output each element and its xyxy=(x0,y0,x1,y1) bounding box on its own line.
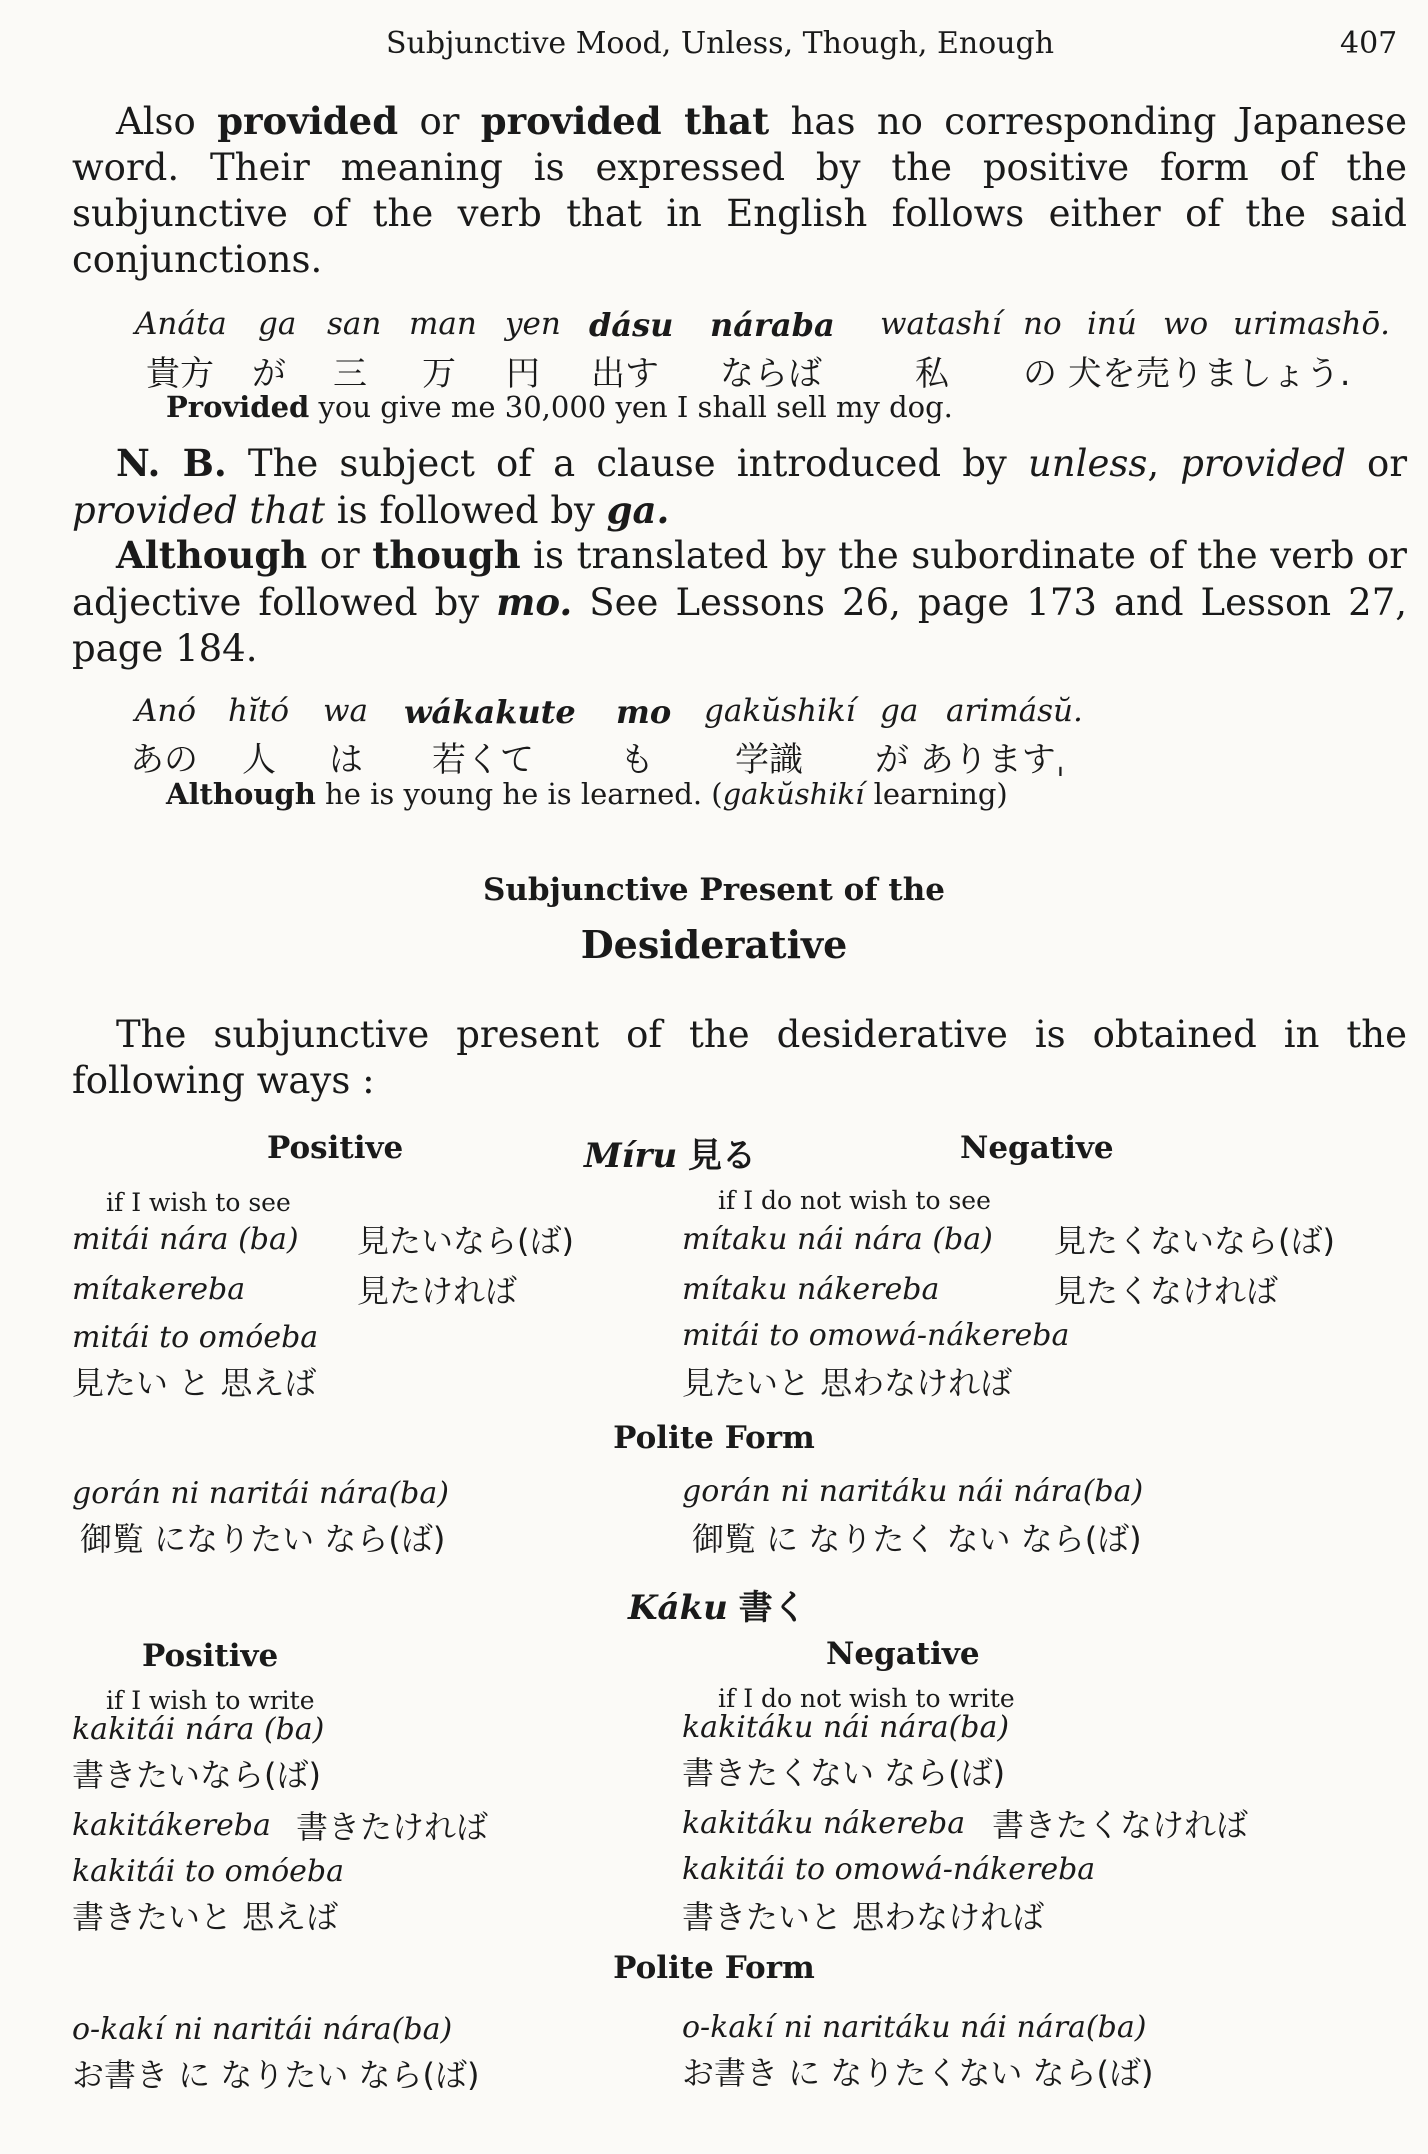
kaku-pos-romaji-3: kakitái to omóeba xyxy=(72,1854,344,1889)
example1-translation: Provided you give me 30,000 yen I shall sell my dog. xyxy=(166,390,953,424)
kaku-polite-neg-romaji: o-kakí ni naritáku nái nára(ba) xyxy=(682,2010,1147,2045)
kaku-pos-romaji-1: kakitái nára (ba) xyxy=(72,1712,325,1747)
kaku-polite-pos-japanese: お書き に なりたい なら(ば) xyxy=(72,2056,480,2094)
page-number: 407 xyxy=(1340,26,1398,61)
miru-positive-heading: Positive xyxy=(267,1130,404,1166)
miru-neg-gloss: if I do not wish to see xyxy=(718,1186,991,1215)
miru-polite-pos-romaji: gorán ni naritái nára(ba) xyxy=(72,1476,449,1511)
miru-neg-romaji-2: mítaku nákereba xyxy=(682,1272,940,1307)
miru-polite-pos-japanese: 御覧 になりたい なら(ば) xyxy=(80,1520,446,1558)
kaku-positive-heading: Positive xyxy=(142,1638,279,1674)
kaku-neg-romaji-1: kakitáku nái nára(ba) xyxy=(682,1710,1010,1745)
kaku-polite-neg-japanese: お書き に なりたくない なら(ば) xyxy=(682,2054,1154,2092)
miru-neg-japanese-1: 見たくないなら(ば) xyxy=(1054,1222,1335,1260)
paragraph-desiderative: The subjunctive present of the desiderative is obtained in the following ways : xyxy=(72,1013,1407,1102)
kaku-neg-japanese-1: 書きたくない なら(ば) xyxy=(682,1754,1006,1792)
miru-negative-heading: Negative xyxy=(960,1130,1114,1166)
example1-romaji: Anáta ga san man yen dásu náraba watashí no inú wo urimashō. xyxy=(135,306,1390,344)
example2-japanese: あの 人 は 若くて も 学識 が ありますˌ xyxy=(130,740,1066,780)
miru-neg-romaji-3: mitái to omowá-nákereba xyxy=(682,1318,1070,1353)
kaku-negative-heading: Negative xyxy=(826,1636,980,1672)
miru-polite-neg-romaji: gorán ni naritáku nái nára(ba) xyxy=(682,1474,1144,1509)
miru-polite-heading: Polite Form xyxy=(613,1420,815,1456)
miru-pos-japanese-2: 見たければ xyxy=(357,1272,518,1310)
miru-neg-japanese-3: 見たいと 思わなければ xyxy=(682,1364,1013,1402)
kaku-pos-gloss: if I wish to write xyxy=(106,1686,315,1715)
kaku-pos-japanese-3: 書きたいと 思えば xyxy=(72,1898,339,1936)
example2-translation: Although he is young he is learned. (gakŭshikí learning) xyxy=(166,777,1008,811)
kaku-polite-pos-romaji: o-kakí ni naritái nára(ba) xyxy=(72,2012,453,2047)
kaku-verb: Káku 書く xyxy=(628,1588,807,1628)
kaku-neg-japanese-2: 書きたくなければ xyxy=(992,1806,1249,1844)
example1-japanese: 貴方 が 三 万 円 出す ならば 私 の 犬を売りましょう. xyxy=(146,354,1351,394)
miru-neg-romaji-1: mítaku nái nára (ba) xyxy=(682,1222,993,1257)
miru-pos-japanese-1: 見たいなら(ば) xyxy=(357,1222,574,1260)
running-header: Subjunctive Mood, Unless, Though, Enough xyxy=(386,26,1055,61)
example2-romaji: Anó hĭtó wa wákakute mo gakŭshikí ga arimásŭ. xyxy=(135,693,1083,731)
kaku-neg-japanese-3: 書きたいと 思わなければ xyxy=(682,1898,1045,1936)
miru-pos-gloss: if I wish to see xyxy=(106,1188,291,1217)
miru-pos-romaji-3: mitái to omóeba xyxy=(72,1320,319,1355)
paragraph-provided: Also provided or provided that has no corresponding Japanese word. Their meaning is expressed by the positive form of the subjunctive of the verb that in English follows either of the said conjunctions. xyxy=(72,99,1407,281)
kaku-polite-heading: Polite Form xyxy=(613,1950,815,1986)
miru-neg-japanese-2: 見たくなければ xyxy=(1054,1272,1279,1310)
note-nb: N. B. The subject of a clause introduced by unless, provided or provided that is followed by ga. xyxy=(72,441,1408,532)
miru-polite-neg-japanese: 御覧 に なりたく ない なら(ば) xyxy=(692,1520,1142,1558)
kaku-pos-japanese-2: 書きたければ xyxy=(296,1808,489,1846)
kaku-neg-romaji-2: kakitáku nákereba xyxy=(682,1806,966,1841)
miru-verb: Míru 見る xyxy=(584,1136,756,1176)
paragraph-although: Although or though is translated by the subordinate of the verb or adjective followed by mo. See Lessons 26, page 173 and Lesson 27, page 184. xyxy=(72,533,1407,670)
miru-pos-japanese-3: 見たい と 思えば xyxy=(72,1364,317,1402)
kaku-pos-romaji-2: kakitákereba xyxy=(72,1808,271,1843)
miru-pos-romaji-1: mitái nára (ba) xyxy=(72,1222,299,1257)
miru-pos-romaji-2: mítakereba xyxy=(72,1272,246,1307)
section-heading-line2: Desiderative xyxy=(580,922,848,967)
kaku-pos-japanese-1: 書きたいなら(ば) xyxy=(72,1756,321,1794)
kaku-neg-romaji-3: kakitái to omowá-nákereba xyxy=(682,1852,1096,1887)
section-heading-line1: Subjunctive Present of the xyxy=(483,872,945,908)
kaku-neg-gloss: if I do not wish to write xyxy=(718,1684,1015,1713)
